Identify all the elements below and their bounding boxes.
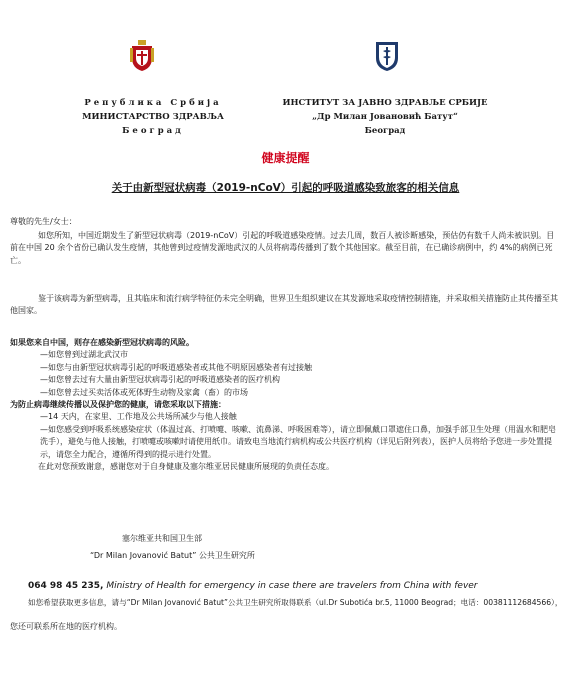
- contact-info-2: 您还可联系所在地的医疗机构。: [10, 622, 122, 631]
- closing-text: 在此对您预致谢意，感谢您对于自身健康及塞尔维亚居民健康所展现的负责任态度。: [38, 462, 334, 472]
- measure-item: —如您感受到呼吸系统感染症状（体温过高、打喷嚏、咳嗽、流鼻涕、呼吸困难等），请立即佩戴口罩遮住口鼻，加强手部卫生处理（用温水和肥皂洗手），避免与他人接触，打喷嚏或咳嗽时请使用纸巾。请致电当地流行病机构或公共医疗机构（详见后附列表），医护人员将给予您进一步处置提示，请您全力配合，遵循所得到的提示进行处置。: [40, 424, 556, 459]
- emergency-phone-text: Ministry of Health for emergency in case there are travelers from China with fever: [106, 581, 478, 591]
- salutation-text: 尊敬的先生/女士：: [10, 217, 77, 226]
- institute-shield-logo-icon: [375, 40, 399, 72]
- risk-item: —如您与由新型冠状病毒引起的呼吸道感染者或其他不明原因感染者有过接触: [40, 362, 312, 372]
- institute-line3: Београд: [364, 126, 406, 136]
- ministry-line1: Република Србија: [84, 98, 222, 108]
- salutation: [10, 216, 562, 228]
- paragraph-1: [10, 230, 562, 267]
- risk-item: —如您曾到过湖北武汉市: [40, 350, 128, 360]
- emergency-phone-number[interactable]: 064 98 45 235,: [28, 581, 104, 591]
- serbia-coat-of-arms-icon: [130, 40, 154, 72]
- emergency-phone-line: [28, 581, 478, 591]
- health-alert-title: 健康提醒: [261, 151, 310, 165]
- institute-line1: ИНСТИТУТ ЗА ЈАВНО ЗДРАВЉЕ СРБИЈЕ: [282, 98, 488, 108]
- risk-item: —如您曾去过有大量由新型冠状病毒引起的呼吸道感染者的医疗机构: [40, 375, 280, 385]
- risk-heading: 如果您来自中国，则存在感染新型冠状病毒的风险。: [10, 338, 194, 347]
- signature-institute: “Dr Milan Jovanović Batut” 公共卫生研究所: [90, 551, 255, 560]
- signature-ministry: 塞尔维亚共和国卫生部: [122, 534, 202, 543]
- risk-item: —如您曾去过买卖活体或死体野生动物及家禽（畜）的市场: [40, 387, 248, 397]
- document-title: 关于由新型冠状病毒（2019-nCoV）引起的呼吸道感染致旅客的相关信息: [111, 182, 460, 194]
- ministry-line2: МИНИСТАРСТВО ЗДРАВЉА: [82, 112, 224, 122]
- contact-info: 如您希望获取更多信息，请与“Dr Milan Jovanović Batut”公共卫生研究所取得联系（ul.Dr Subotića br.5, 11000 Beograd；电话：00381112684566），: [28, 598, 563, 607]
- institute-line2: „Др Милан Јовановић Батут“: [312, 112, 458, 122]
- paragraph-2-text: 鉴于该病毒为新型病毒，且其临床和流行病学特征仍未完全明确，世界卫生组织建议在其发源地采取疫情控制措施，并采取相关措施防止其传播至其他国家。: [10, 294, 558, 316]
- paragraph-1-text: 如您所知，中国近期发生了新型冠状病毒（2019-nCoV）引起的呼吸道感染疫情。过去几周，数百人被诊断感染，预估仍有数千人尚未被识别。目前在中国 20 余个省份已确认发生疫情，其他曾到过疫情发源地武汉的人员将病毒传播到了数个其他国家。截至目前，在已确诊病例中，约 4%的病例已死亡。: [10, 231, 555, 265]
- paragraph-2: [10, 293, 562, 318]
- ministry-header: [58, 96, 248, 138]
- measure-item: —14 天内，在家里、工作地及公共场所减少与他人接触: [40, 412, 237, 422]
- measures-heading: 为防止病毒继续传播以及保护您的健康，请您采取以下措施：: [10, 400, 226, 410]
- ministry-line3: Београд: [122, 126, 184, 136]
- risk-section: [10, 337, 562, 473]
- institute-header: [280, 96, 490, 138]
